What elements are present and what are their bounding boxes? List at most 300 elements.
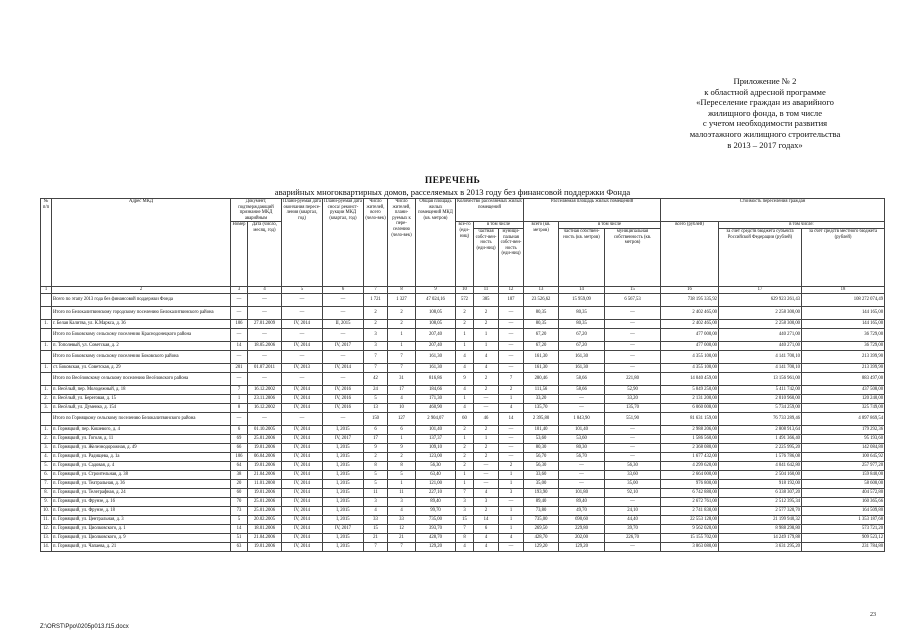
table-cell — [41, 350, 52, 363]
table-cell: 2 512 395,34 — [719, 497, 802, 506]
table-cell: 213 399,90 — [802, 350, 885, 363]
table-cell: — — [248, 412, 282, 425]
table-cell: — — [499, 350, 524, 363]
table-cell: 4 — [456, 363, 474, 372]
table-cell: — — [605, 328, 661, 341]
table-cell: 89,40 — [416, 497, 456, 506]
table-cell: 2. — [41, 394, 52, 403]
table-cell: — — [499, 425, 524, 434]
table-cell: IV, 2014 — [282, 425, 323, 434]
column-number: 3 — [231, 286, 248, 293]
table-cell: 1 — [388, 328, 416, 341]
table-cell: — — [499, 341, 524, 350]
table-cell: I, 2015 — [323, 461, 364, 470]
table-cell: 21 — [364, 533, 388, 542]
table-cell: 184,66 — [416, 385, 456, 394]
table-cell: 2 402 465,00 — [661, 319, 719, 328]
table-cell: 3. — [41, 443, 52, 452]
table-cell: 101,40 — [559, 425, 605, 434]
table-cell: — — [282, 372, 323, 385]
table-cell: 437 508,00 — [802, 385, 885, 394]
table-cell: 2 577 320,70 — [719, 506, 802, 515]
table-row — [41, 425, 885, 434]
address-cell: г. Белая Калитва, ул. К.Маркса, д. 36 — [52, 319, 231, 328]
table-cell: IV, 2014 — [282, 542, 323, 551]
table-cell: — — [248, 306, 282, 319]
table-cell: 16.12.2002 — [248, 385, 282, 394]
table-cell: I, 2015 — [323, 497, 364, 506]
table-cell: 38 — [231, 470, 248, 479]
table-cell: IV, 2016 — [323, 403, 364, 412]
address-cell: п. Горняцкий, ул. Радищева, д. 1а — [52, 452, 231, 461]
table-cell: 21 — [388, 533, 416, 542]
appendix-line: «Переселение граждан из аварийного — [696, 97, 834, 108]
table-cell: — — [474, 403, 499, 412]
table-cell: IV, 2014 — [282, 497, 323, 506]
total-row — [41, 412, 885, 425]
hdr-doc-number: Номер — [231, 222, 248, 287]
table-cell: 17 — [388, 385, 416, 394]
table-cell: 33,60 — [605, 470, 661, 479]
table-cell: 80,35 — [559, 306, 605, 319]
table-cell: 1 — [456, 434, 474, 443]
table-cell: IV, 2013 — [282, 363, 323, 372]
table-row — [41, 385, 885, 394]
table-cell: 23.11.2006 — [248, 394, 282, 403]
table-cell: 2 — [474, 306, 499, 319]
table-cell: 12 — [388, 524, 416, 533]
table-cell: 49,70 — [559, 506, 605, 515]
table-row — [41, 497, 885, 506]
address-cell: п. Горняцкий, ул. Центральная, д. 3 — [52, 515, 231, 524]
table-row — [41, 363, 885, 372]
table-cell: 2 664 000,00 — [661, 470, 719, 479]
table-cell: 1 — [231, 394, 248, 403]
table-cell: 4 141 700,10 — [719, 363, 802, 372]
column-number: 4 — [248, 286, 282, 293]
table-cell: 144 165,00 — [802, 319, 885, 328]
table-cell: 477 000,00 — [661, 341, 719, 350]
column-number: 13 — [524, 286, 559, 293]
table-cell: 25.01.2006 — [248, 434, 282, 443]
hdr-cost: Стоимость переселения граждан — [661, 199, 885, 222]
appendix-line: с учетом необходимости развития — [702, 118, 828, 129]
table-cell: 129,20 — [416, 542, 456, 551]
table-cell: — — [323, 306, 364, 319]
table-row — [41, 461, 885, 470]
table-cell: 4 897 869,54 — [802, 412, 885, 425]
address-cell: п. Весёлый, ул. Думенко, д. 154 — [52, 403, 231, 412]
table-row — [41, 479, 885, 488]
table-cell: IV, 2014 — [282, 479, 323, 488]
table-cell: — — [231, 306, 248, 319]
table-cell: 67,20 — [559, 341, 605, 350]
table-cell: 5 734 259,00 — [719, 403, 802, 412]
address-cell: п. Весёлый, ул. Береговая, д. 15 — [52, 394, 231, 403]
table-cell: 14 — [499, 412, 524, 425]
table-cell: 221,80 — [605, 372, 661, 385]
hdr-count-private: частная собст-вен-ность (еди-ниц) — [474, 228, 499, 286]
table-cell: 80,30 — [524, 443, 559, 452]
table-cell: 51 — [231, 533, 248, 542]
table-cell: 2 — [364, 306, 388, 319]
table-cell: — — [323, 293, 364, 306]
address-cell: п. Горняцкий, ул. Театральная, д. 36 — [52, 479, 231, 488]
table-cell: 738 195 335,92 — [661, 293, 719, 306]
table-cell — [41, 372, 52, 385]
table-cell: 80,30 — [559, 443, 605, 452]
table-cell: 393,70 — [416, 524, 456, 533]
table-cell: I, 2015 — [323, 470, 364, 479]
appendix-note — [640, 76, 890, 150]
table-cell: — — [323, 328, 364, 341]
column-number: 12 — [499, 286, 524, 293]
table-cell: 8. — [41, 488, 52, 497]
table-cell: 7 — [388, 542, 416, 551]
table-cell: 9 — [388, 443, 416, 452]
table-cell: 4 — [474, 542, 499, 551]
hdr-square-incl: в том числе — [559, 222, 661, 229]
table-cell: 1 — [499, 524, 524, 533]
table-cell: 3 — [388, 497, 416, 506]
table-cell: IV, 2014 — [282, 319, 323, 328]
table-cell: 161,30 — [524, 350, 559, 363]
table-cell: 477 000,00 — [661, 328, 719, 341]
table-cell: 2 402 465,00 — [661, 306, 719, 319]
table-cell: 120 240,00 — [802, 394, 885, 403]
table-cell: — — [605, 306, 661, 319]
table-cell: 2 — [364, 319, 388, 328]
table-cell: — — [282, 412, 323, 425]
table-cell: 428,70 — [416, 533, 456, 542]
table-cell: 5 — [364, 394, 388, 403]
table-cell: 909 523,12 — [802, 533, 885, 542]
table-cell: I, 2015 — [323, 425, 364, 434]
table-cell: 127 — [388, 412, 416, 425]
table-cell: 56,30 — [524, 461, 559, 470]
table-cell: 142 084,80 — [802, 443, 885, 452]
table-cell: 3 — [474, 497, 499, 506]
table-cell: I, 2015 — [323, 506, 364, 515]
column-numbers-row — [41, 286, 885, 293]
table-cell: 27.01.2009 — [248, 319, 282, 328]
table-cell: 2 — [364, 452, 388, 461]
table-cell: 187 — [499, 293, 524, 306]
table-cell: 16.12.2002 — [248, 403, 282, 412]
table-cell: 56,30 — [416, 461, 456, 470]
table-row — [41, 533, 885, 542]
table-cell: 8 988 298,80 — [719, 524, 802, 533]
address-cell: п. Горняцкий, ул. Садовая, д. 4 — [52, 461, 231, 470]
table-cell: 164 509,80 — [802, 506, 885, 515]
address-cell: Итого по Боковскому сельскому поселению Краснодонецкого района — [52, 328, 231, 341]
table-cell: 2 — [388, 452, 416, 461]
table-cell: 1 — [499, 394, 524, 403]
table-cell: 20 — [231, 479, 248, 488]
table-cell: 95 193,60 — [802, 434, 885, 443]
address-cell: п. Горняцкий, ул. Телеграфная, д. 24 — [52, 488, 231, 497]
table-cell: — — [499, 443, 524, 452]
table-row — [41, 452, 885, 461]
table-cell: 63 — [231, 542, 248, 551]
table-cell: 2 — [474, 506, 499, 515]
table-cell: 257 977,20 — [802, 461, 885, 470]
table-cell: 2 — [474, 372, 499, 385]
table-cell: 14. — [41, 542, 52, 551]
table-cell: — — [248, 293, 282, 306]
table-cell: 13. — [41, 533, 52, 542]
table-cell: 81 631 159,00 — [661, 412, 719, 425]
table-cell: 70 — [231, 497, 248, 506]
hdr-cost-total: всего (рублей) — [661, 222, 719, 287]
table-cell: 108,05 — [416, 306, 456, 319]
table-cell: IV, 2014 — [282, 470, 323, 479]
table-cell: 7 — [231, 385, 248, 394]
table-cell: 6 567,53 — [605, 293, 661, 306]
table-cell: 36 729,00 — [802, 328, 885, 341]
table-cell: — — [559, 461, 605, 470]
total-row — [41, 328, 885, 341]
table-cell: — — [248, 372, 282, 385]
table-cell: 39,70 — [605, 524, 661, 533]
table-cell: 213 399,90 — [802, 363, 885, 372]
table-cell: 1. — [41, 363, 52, 372]
table-cell: 2 368 080,00 — [661, 443, 719, 452]
table-cell: 7 — [388, 350, 416, 363]
table-row — [41, 394, 885, 403]
table-cell — [41, 293, 52, 306]
table-cell: — — [248, 328, 282, 341]
table-cell: IV, 2014 — [282, 394, 323, 403]
table-body — [41, 293, 885, 551]
table-cell: — — [499, 497, 524, 506]
table-cell: 5. — [41, 461, 52, 470]
table-row — [41, 443, 885, 452]
file-path-footer: Z:\ORST\Ppo\0205p013.f15.docx — [40, 624, 129, 630]
hdr-square-private: частная собствен-ность (кв. метров) — [559, 228, 605, 286]
table-cell: — — [474, 461, 499, 470]
table-cell: 8 — [388, 461, 416, 470]
table-cell: I, 2015 — [323, 452, 364, 461]
table-row — [41, 506, 885, 515]
table-cell: 121,00 — [416, 479, 456, 488]
address-cell: п. Тополевый, ул. Советская, д. 2 — [52, 341, 231, 350]
table-cell: 4 041 642,80 — [719, 461, 802, 470]
table-cell: 690,60 — [559, 515, 605, 524]
table-cell: — — [474, 394, 499, 403]
table-cell: 1 — [499, 506, 524, 515]
column-number: 8 — [388, 286, 416, 293]
table-cell: 1 — [499, 515, 524, 524]
address-cell: Итого по Боковскому сельскому поселению Боковского района — [52, 350, 231, 363]
table-cell: — — [605, 452, 661, 461]
table-cell: 21.04.2006 — [248, 533, 282, 542]
table-cell: — — [323, 412, 364, 425]
table-cell: 551,90 — [605, 412, 661, 425]
table-cell: 2 741 830,00 — [661, 506, 719, 515]
table-cell: I, 2015 — [323, 443, 364, 452]
table-cell: — — [499, 306, 524, 319]
column-number: 16 — [661, 286, 719, 293]
table-cell: 2 672 761,00 — [661, 497, 719, 506]
table-cell: 36 729,00 — [802, 341, 885, 350]
table-cell: IV, 2014 — [282, 341, 323, 350]
table-cell: 1 — [474, 341, 499, 350]
table-cell: IV, 2016 — [323, 385, 364, 394]
table-cell: — — [605, 542, 661, 551]
table-cell: 80,35 — [559, 319, 605, 328]
table-cell: 2 — [499, 461, 524, 470]
table-cell: — — [605, 434, 661, 443]
table-cell: — — [499, 542, 524, 551]
total-row — [41, 293, 885, 306]
table-cell: — — [231, 328, 248, 341]
table-cell: 4 141 700,10 — [719, 350, 802, 363]
table-cell: 67,20 — [524, 328, 559, 341]
hdr-address: Адрес МКД — [52, 199, 231, 287]
table-cell: 4 — [456, 350, 474, 363]
address-cell: п. Горняцкий, ул. Циолковского, д. 9 — [52, 533, 231, 542]
table-cell: 7 — [388, 363, 416, 372]
table-cell: — — [499, 434, 524, 443]
table-row — [41, 470, 885, 479]
table-cell: — — [559, 394, 605, 403]
table-cell: 6 — [474, 524, 499, 533]
table-cell: 44,40 — [605, 515, 661, 524]
table-cell: 385 — [474, 293, 499, 306]
table-row — [41, 524, 885, 533]
table-cell: 137,37 — [416, 434, 456, 443]
table-cell: 6 338 307,20 — [719, 488, 802, 497]
table-cell: 1 — [456, 341, 474, 350]
address-cell: п. Горняцкий, ул. Фрунзе, д. 16 — [52, 497, 231, 506]
total-row — [41, 372, 885, 385]
table-cell: 14 — [474, 515, 499, 524]
table-cell: 573 721,20 — [802, 524, 885, 533]
table-cell: 35,00 — [605, 479, 661, 488]
column-number: 14 — [559, 286, 605, 293]
table-cell: 135,70 — [605, 403, 661, 412]
table-cell: 3 — [499, 488, 524, 497]
address-cell: п. Горняцкий, ул. Чапаева, д. 21 — [52, 542, 231, 551]
table-cell: 1 — [474, 434, 499, 443]
table-cell: 2 — [456, 306, 474, 319]
address-cell: п. Горняцкий, ул. Гоголя, д. 11 — [52, 434, 231, 443]
hdr-count-municipal: муници-пальная собст-вен-ность (еди-ниц) — [499, 228, 524, 286]
table-cell: I, 2015 — [323, 533, 364, 542]
table-cell: 60 — [456, 412, 474, 425]
table-cell: — — [474, 470, 499, 479]
table-cell: 3 — [364, 341, 388, 350]
table-cell: 440 271,00 — [719, 341, 802, 350]
table-cell: IV, 2014 — [282, 403, 323, 412]
table-cell: 171,30 — [416, 394, 456, 403]
table-cell: 1 — [456, 479, 474, 488]
table-cell: 123,00 — [416, 452, 456, 461]
table-cell: 33 — [388, 515, 416, 524]
table-cell: 01.07.2011 — [248, 363, 282, 372]
table-cell: 229,80 — [559, 524, 605, 533]
address-cell: Всего по этапу 2013 года без финансовой поддержки Фонда — [52, 293, 231, 306]
table-cell: 14 — [231, 524, 248, 533]
table-cell: 4 — [499, 403, 524, 412]
table-cell: 1 — [388, 434, 416, 443]
table-cell: 5 849 250,00 — [661, 385, 719, 394]
table-cell: 6. — [41, 470, 52, 479]
table-cell: 73 — [231, 506, 248, 515]
column-number: 6 — [323, 286, 364, 293]
table-cell: 67,20 — [524, 341, 559, 350]
table-cell: 15 — [364, 524, 388, 533]
table-cell: 92,10 — [605, 488, 661, 497]
table-cell: 918 192,00 — [719, 479, 802, 488]
table-cell: 76 733 289,46 — [719, 412, 802, 425]
table-cell: 53,60 — [559, 434, 605, 443]
table-cell: 108,05 — [416, 319, 456, 328]
table-cell: — — [605, 341, 661, 350]
address-cell: Итого по Горняцкому сельскому поселению Белокалитвинского района — [52, 412, 231, 425]
table-row — [41, 542, 885, 551]
table-cell: 460,90 — [416, 403, 456, 412]
table-cell: — — [605, 350, 661, 363]
table-cell: 89,40 — [559, 497, 605, 506]
table-cell: 3. — [41, 403, 52, 412]
table-cell: 440 271,00 — [719, 328, 802, 341]
total-row — [41, 350, 885, 363]
table-cell: IV, 2014 — [282, 461, 323, 470]
column-number: 9 — [416, 286, 456, 293]
table-cell: — — [323, 372, 364, 385]
table-cell: 2 808 913,64 — [719, 425, 802, 434]
table-cell: — — [231, 412, 248, 425]
table-cell: 325 749,00 — [802, 403, 885, 412]
table-cell: 24 — [364, 385, 388, 394]
table-cell: 53,60 — [524, 434, 559, 443]
table-cell: 56,70 — [524, 452, 559, 461]
table-cell: 269,50 — [524, 524, 559, 533]
hdr-cost-incl: в том числе: — [719, 222, 885, 229]
column-number: 2 — [52, 286, 231, 293]
table-cell: — — [605, 497, 661, 506]
table-cell: IV, 2014 — [282, 434, 323, 443]
table-cell: — — [282, 306, 323, 319]
column-number: 18 — [802, 286, 885, 293]
table-cell: — — [499, 452, 524, 461]
table-cell: 80,35 — [524, 306, 559, 319]
appendix-line: малоэтажного жилищного строительства — [689, 128, 841, 139]
doc-title: ПЕРЕЧЕНЬ — [424, 176, 481, 186]
table-cell: — — [605, 363, 661, 372]
table-cell: 5 — [364, 479, 388, 488]
table-cell: 161,30 — [416, 363, 456, 372]
table-cell: 6 060 008,00 — [661, 403, 719, 412]
table-cell: 1. — [41, 341, 52, 350]
table-cell: 11 — [388, 488, 416, 497]
table-cell: 2 — [388, 306, 416, 319]
table-cell: 2 — [456, 461, 474, 470]
table-cell: 99,70 — [416, 506, 456, 515]
table-cell: 2 — [474, 319, 499, 328]
page-number: 23 — [870, 612, 876, 618]
table-cell: 2 395,80 — [524, 412, 559, 425]
table-cell: 1 327 — [388, 293, 416, 306]
table-cell: 63,40 — [416, 470, 456, 479]
table-cell: 2 — [456, 443, 474, 452]
table-cell: 15 155 702,00 — [661, 533, 719, 542]
table-cell: 10. — [41, 506, 52, 515]
table-cell: 7 — [364, 350, 388, 363]
table-cell: 13 156 961,00 — [719, 372, 802, 385]
